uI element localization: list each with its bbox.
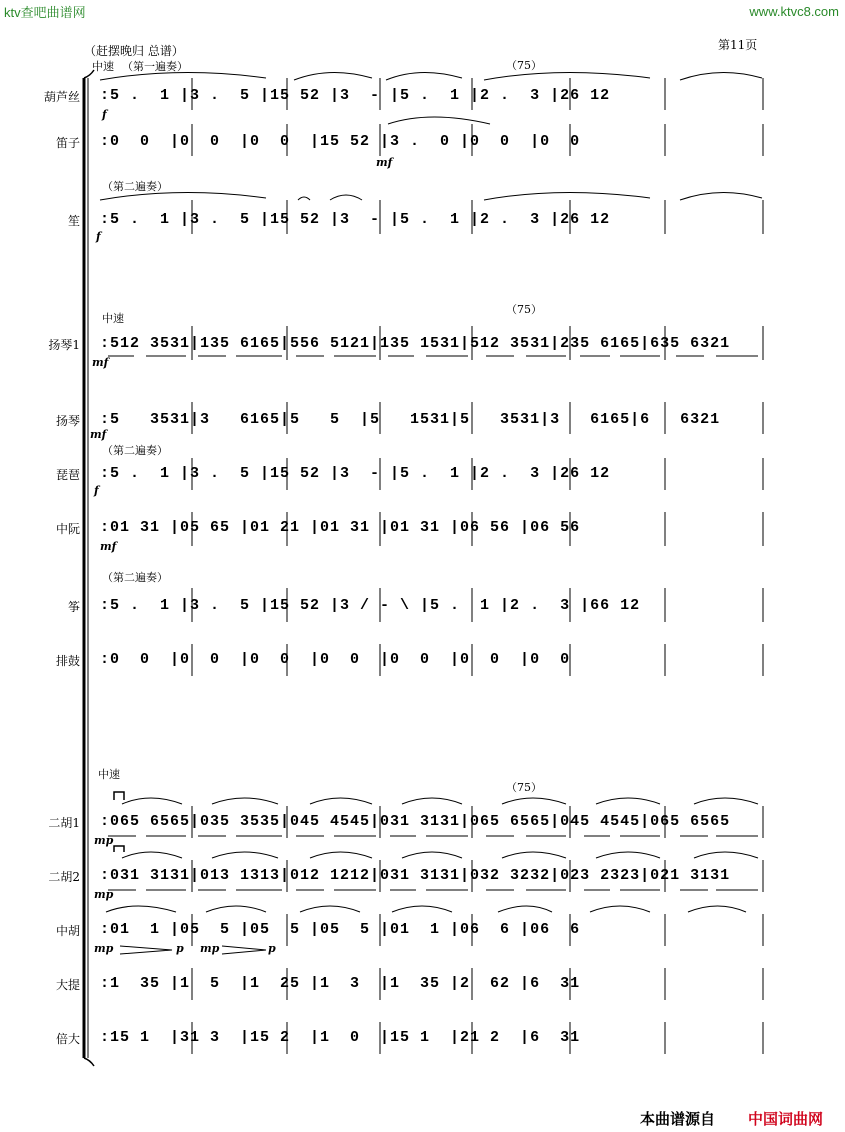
rehearsal-mark-erhu: （75） [506,781,542,794]
label-zhongruan: 中阮 [55,522,80,536]
notes-zheng: :5 . 1 |3 . 5 |15 52 |3 / - \ |5 . 1 |2 . 3 |66 12 [100,597,641,614]
label-hulusi: 葫芦丝 [43,90,80,104]
dynamic-dizi: mf [376,156,393,169]
site-watermark-right: www.ktvc8.com [749,4,839,19]
footer-site-link[interactable]: 中国词曲网 [748,1110,824,1128]
notes-pipa: :5 . 1 |3 . 5 |15 52 |3 - |5 . 1 |2 . 3 |26 12 [100,465,611,482]
label-yangqin1: 扬琴1 [48,338,80,352]
label-bass: 倍大 [55,1032,80,1046]
notes-dizi: :0 0 |0 0 |0 0 |15 52 |3 . 0 |0 0 |0 0 [100,133,581,150]
notes-cello: :1 35 |1 5 |1 25 |1 3 |1 35 |2 62 |6 31 [100,975,581,992]
dynamic-erhu2: mp [94,888,114,901]
dynamic-yangqin1: mf [92,356,109,369]
dynamic-zhongruan: mf [100,540,117,553]
notes-erhu1: :065 6565|035 3535|045 4545|031 3131|065 6565|045 4545|065 6565 [100,813,731,830]
label-yangqin: 扬琴 [55,414,80,428]
notes-yangqin: :5 3531|3 6165|5 5 |5 1531|5 3531|3 6165|6 6321 [100,411,721,428]
label-erhu2: 二胡2 [48,870,80,884]
notes-erhu2: :031 3131|013 1313|012 1212|031 3131|032 3232|023 2323|021 3131 [100,867,731,884]
notes-zhongruan: :01 31 |05 65 |01 21 |01 31 |01 31 |06 56 |06 56 [100,519,581,536]
notes-zhonghu: :01 1 |05 5 |05 5 |05 5 |01 1 |06 6 |06 6 [100,921,581,938]
dynamic-pipa: f [94,484,99,497]
score-title: （赶摆晚归 总谱） [84,44,184,58]
hairpins [120,946,266,954]
dynamic-zhonghu-p2: p [268,942,276,955]
page-number: 第11页 [718,38,758,52]
label-erhu1: 二胡1 [48,816,80,830]
notes-yangqin1: :512 3531|135 6165|556 5121|135 1531|512 3531|235 6165|635 6321 [100,335,731,352]
label-pipa: 琵琶 [55,468,80,482]
site-watermark-left: ktv查吧曲谱网 [4,5,86,20]
barlines [192,78,763,1054]
label-dizi: 笛子 [55,136,80,150]
dynamic-erhu1: mp [94,834,114,847]
footer-source-label: 本曲谱源自 [640,1110,716,1128]
dynamic-zhonghu-mp2: mp [200,942,220,955]
label-sheng: 笙 [67,214,80,228]
bow-marks [114,792,124,852]
notes-sheng: :5 . 1 |3 . 5 |15 52 |3 - |5 . 1 |2 . 3 |26 12 [100,211,611,228]
label-paigu: 排鼓 [55,654,80,668]
second-pass-pipa: （第二遍奏） [102,444,168,457]
rehearsal-mark-top: （75） [506,59,542,72]
tempo-marking-erhu: 中速 [98,768,120,781]
second-pass-sheng: （第二遍奏） [102,180,168,193]
second-pass-zheng: （第二遍奏） [102,571,168,584]
dynamic-zhonghu-p1: p [176,942,184,955]
dynamic-zhonghu-mp1: mp [94,942,114,955]
notes-paigu: :0 0 |0 0 |0 0 |0 0 |0 0 |0 0 |0 0 [100,651,571,668]
dynamic-hulusi: f [102,108,107,121]
first-pass-note: （第一遍奏） [122,60,188,73]
bracket-bottom [84,1058,94,1066]
notes-bass: :15 1 |31 3 |15 2 |1 0 |15 1 |21 2 |6 31 [100,1029,581,1046]
notes-hulusi: :5 . 1 |3 . 5 |15 52 |3 - |5 . 1 |2 . 3 |26 12 [100,87,611,104]
dynamic-sheng: f [96,230,101,243]
dynamic-yangqin: mf [90,428,107,441]
label-cello: 大提 [55,978,80,992]
tempo-marking-yangqin: 中速 [102,312,124,325]
label-zhonghu: 中胡 [55,924,80,938]
label-zheng: 筝 [67,600,80,614]
beams [108,356,758,890]
rehearsal-mark-yangqin: （75） [506,303,542,316]
bracket-top [84,70,94,78]
slurs [100,72,762,912]
tempo-marking-top: 中速 [92,60,114,73]
